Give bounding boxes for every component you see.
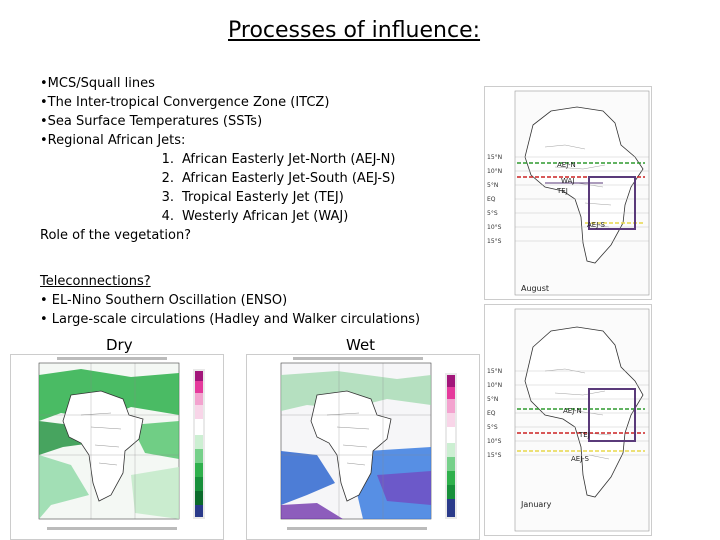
bullet-jets: •Regional African Jets:	[40, 133, 186, 148]
jet-label: TEJ	[557, 187, 568, 195]
lat-label: 10°S	[487, 438, 502, 445]
dry-label: Dry	[106, 336, 133, 354]
lat-label: 5°N	[487, 182, 499, 189]
wet-map-image	[247, 355, 479, 539]
jet-item	[40, 188, 480, 207]
jet-label: AEJ-S	[571, 455, 589, 463]
lat-label: EQ	[487, 410, 496, 417]
lat-label: 15°S	[487, 238, 502, 245]
lat-label: 5°S	[487, 424, 498, 431]
wet-anomaly-map	[246, 354, 480, 540]
jet-number: 1.	[161, 152, 174, 167]
jet-label: TEJ	[579, 431, 590, 439]
lat-label: 5°S	[487, 210, 498, 217]
jet-text: African Easterly Jet-South (AEJ-S)	[182, 171, 396, 186]
teleconnections-section	[40, 272, 480, 329]
month-label: January	[521, 500, 552, 509]
lat-label: 10°N	[487, 382, 503, 389]
jet-label: WAJ	[561, 177, 575, 185]
bullet-itcz: •The Inter-tropical Convergence Zone (ITCZ)	[40, 95, 330, 110]
jet-label: AEJ-S	[587, 221, 605, 229]
jet-label: AEJ-N	[563, 407, 582, 415]
jet-item	[40, 207, 480, 226]
dry-anomaly-map	[10, 354, 224, 540]
bullet-mcs: •MCS/Squall lines	[40, 76, 155, 91]
teleconnections-heading: Teleconnections?	[40, 274, 151, 289]
lat-label: 15°S	[487, 452, 502, 459]
lat-label: 15°N	[487, 154, 503, 161]
lat-label: 15°N	[487, 368, 503, 375]
lat-label: EQ	[487, 196, 496, 203]
jet-text: Westerly African Jet (WAJ)	[182, 209, 349, 224]
august-jets-map	[484, 86, 652, 300]
jet-item	[40, 150, 480, 169]
process-list	[40, 74, 480, 245]
vegetation-line: Role of the vegetation?	[40, 228, 192, 243]
jet-text: African Easterly Jet-North (AEJ-N)	[182, 152, 396, 167]
jet-item	[40, 169, 480, 188]
teleconnection-item: • Large-scale circulations (Hadley and Walker circulations)	[40, 312, 421, 327]
jet-text: Tropical Easterly Jet (TEJ)	[182, 190, 344, 205]
wet-label: Wet	[346, 336, 376, 354]
jet-number: 4.	[161, 209, 174, 224]
jet-number: 2.	[161, 171, 174, 186]
dry-map-image	[11, 355, 223, 539]
month-label: August	[521, 284, 549, 293]
bullet-sst: •Sea Surface Temperatures (SSTs)	[40, 114, 263, 129]
jet-label: AEJ-N	[557, 161, 576, 169]
lat-label: 10°S	[487, 224, 502, 231]
page-title: Processes of influence:	[228, 18, 481, 43]
teleconnection-item: • EL-Nino Southern Oscillation (ENSO)	[40, 293, 288, 308]
january-jets-map	[484, 304, 652, 536]
january-map-image	[485, 305, 651, 535]
august-map-image	[485, 87, 651, 299]
lat-label: 5°N	[487, 396, 499, 403]
jet-number: 3.	[161, 190, 174, 205]
lat-label: 10°N	[487, 168, 503, 175]
